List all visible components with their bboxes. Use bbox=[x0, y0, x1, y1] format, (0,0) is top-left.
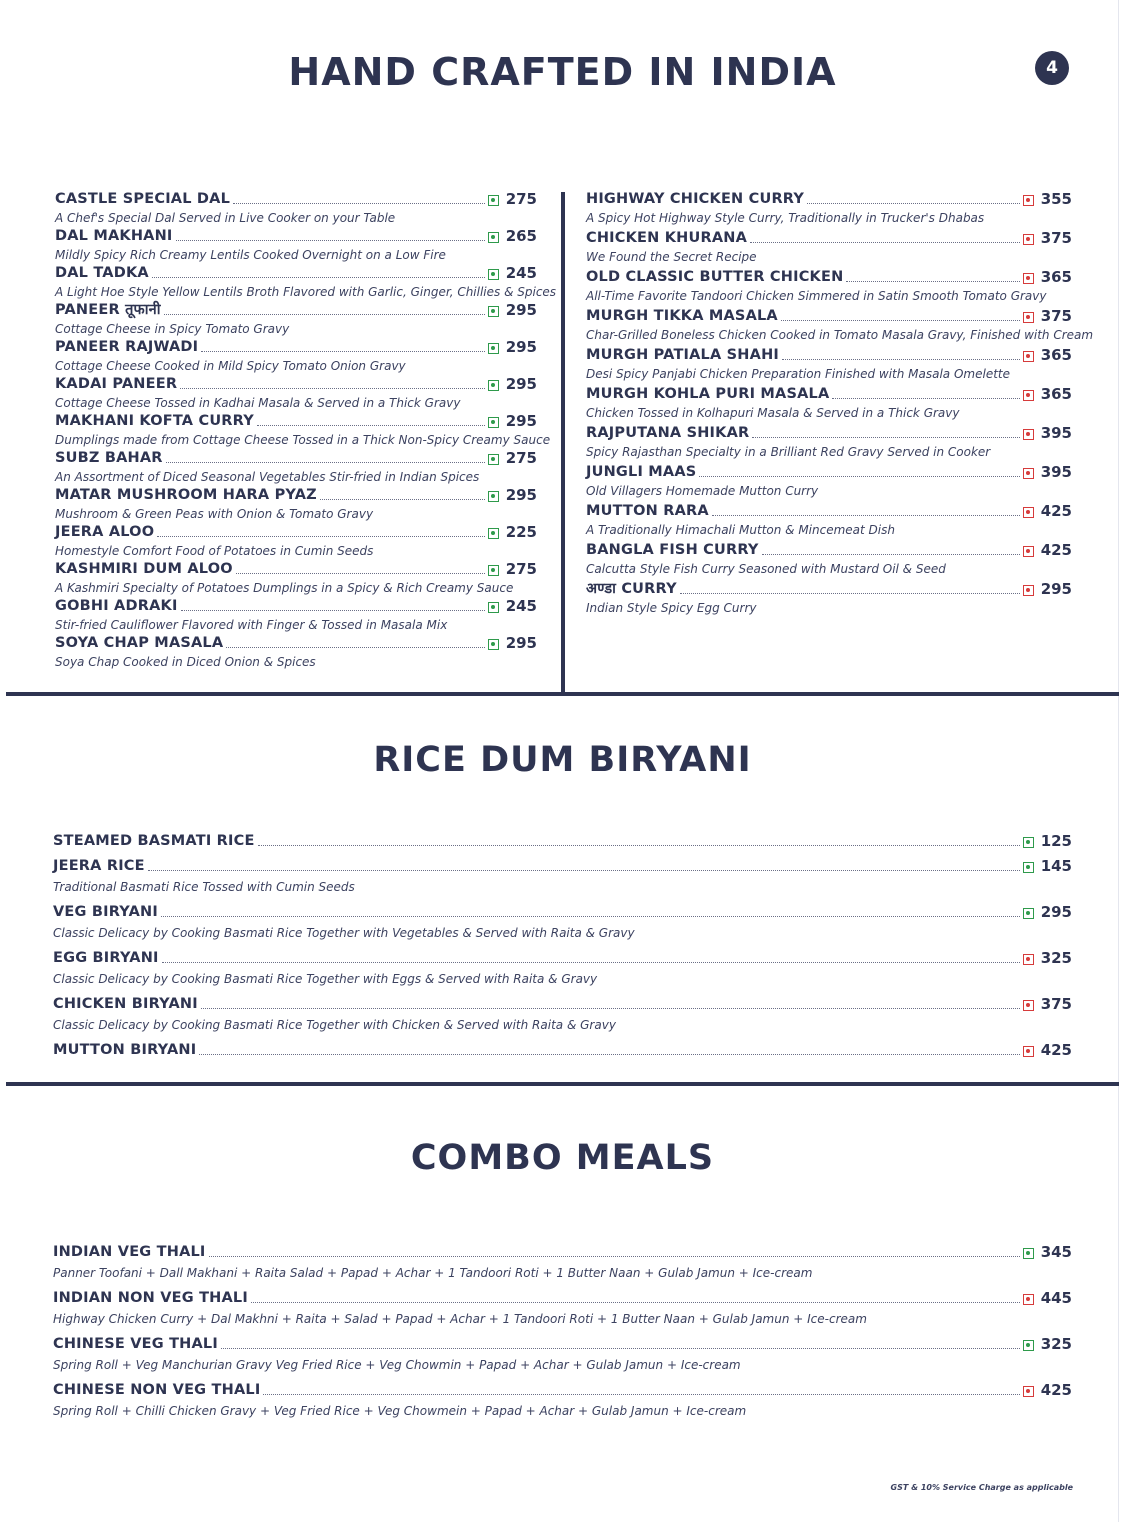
dot-leader bbox=[236, 573, 485, 574]
menu-item-row bbox=[55, 375, 537, 394]
dot-leader bbox=[181, 610, 485, 611]
dot-leader bbox=[750, 242, 1020, 243]
menu-item-price: 295 bbox=[505, 301, 537, 319]
menu-item-row bbox=[53, 1286, 1072, 1308]
menu-item-price: 275 bbox=[505, 449, 537, 467]
dot-leader bbox=[807, 203, 1020, 204]
menu-item-row bbox=[55, 449, 537, 468]
menu-item-price: 425 bbox=[1040, 502, 1072, 520]
menu-item-description: A Light Hoe Style Yellow Lentils Broth Flavored with Garlic, Ginger, Chillies & Spices bbox=[55, 285, 557, 299]
menu-item-description: Soya Chap Cooked in Diced Onion & Spices bbox=[55, 655, 316, 669]
menu-item bbox=[55, 523, 537, 560]
biryani-list bbox=[53, 829, 1072, 1063]
nonveg-symbol-icon bbox=[1023, 954, 1034, 965]
menu-item-name: INDIAN NON VEG THALI bbox=[53, 1290, 248, 1306]
menu-item bbox=[55, 412, 551, 449]
menu-item-price: 295 bbox=[1040, 580, 1072, 598]
menu-item-name: MURGH KOHLA PURI MASALA bbox=[586, 386, 830, 402]
menu-item-description: Spicy Rajasthan Specialty in a Brilliant Red Gravy Served in Cooker bbox=[586, 445, 991, 459]
nonveg-symbol-icon bbox=[1023, 468, 1034, 479]
nonveg-curry-column bbox=[586, 190, 1094, 619]
menu-item-row bbox=[55, 338, 537, 357]
menu-item-name: VEG BIRYANI bbox=[53, 904, 158, 920]
veg-symbol-icon bbox=[488, 306, 499, 317]
dot-leader bbox=[176, 240, 485, 241]
menu-item-price: 345 bbox=[1040, 1243, 1072, 1261]
menu-item-name: JEERA ALOO bbox=[55, 524, 155, 540]
veg-symbol-icon bbox=[488, 454, 499, 465]
dot-leader bbox=[162, 962, 1020, 963]
nonveg-symbol-icon bbox=[1023, 390, 1034, 401]
menu-item-name: GOBHI ADRAKI bbox=[55, 598, 178, 614]
menu-item-name: HIGHWAY CHICKEN CURRY bbox=[586, 191, 805, 207]
nonveg-symbol-icon bbox=[1023, 1000, 1034, 1011]
nonveg-symbol-icon bbox=[1023, 1386, 1034, 1397]
menu-item-row bbox=[586, 541, 1072, 560]
dot-leader bbox=[226, 647, 485, 648]
menu-item-name: MAKHANI KOFTA CURRY bbox=[55, 413, 254, 429]
menu-item-description: Homestyle Comfort Food of Potatoes in Cumin Seeds bbox=[55, 544, 374, 558]
menu-item bbox=[53, 992, 1072, 1034]
menu-item-price: 325 bbox=[1040, 1335, 1072, 1353]
menu-item-price: 365 bbox=[1040, 346, 1072, 364]
menu-item-row bbox=[55, 486, 537, 505]
menu-item bbox=[53, 946, 1072, 988]
menu-item bbox=[55, 486, 537, 523]
menu-item-row bbox=[586, 346, 1072, 365]
page-number-badge: 4 bbox=[1035, 51, 1069, 85]
menu-item-price: 275 bbox=[505, 190, 537, 208]
menu-item-price: 425 bbox=[1040, 541, 1072, 559]
menu-item-name: CHINESE NON VEG THALI bbox=[53, 1382, 261, 1398]
menu-item-price: 245 bbox=[505, 597, 537, 615]
veg-symbol-icon bbox=[1023, 837, 1034, 848]
menu-item bbox=[53, 854, 1072, 896]
menu-item-name: CHICKEN BIRYANI bbox=[53, 996, 198, 1012]
veg-curry-column bbox=[55, 190, 557, 671]
menu-item-description: Calcutta Style Fish Curry Seasoned with Mustard Oil & Seed bbox=[586, 562, 946, 576]
menu-item-description: Stir-fried Cauliflower Flavored with Finger & Tossed in Masala Mix bbox=[55, 618, 448, 632]
menu-item-name: MUTTON BIRYANI bbox=[53, 1042, 197, 1058]
menu-item-price: 295 bbox=[505, 486, 537, 504]
nonveg-symbol-icon bbox=[1023, 1046, 1034, 1057]
menu-item-description: Cottage Cheese Cooked in Mild Spicy Tomato Onion Gravy bbox=[55, 359, 406, 373]
menu-item-name: MURGH PATIALA SHAHI bbox=[586, 347, 779, 363]
menu-item-name: RAJPUTANA SHIKAR bbox=[586, 425, 750, 441]
menu-item bbox=[55, 338, 537, 375]
menu-item-price: 425 bbox=[1040, 1381, 1072, 1399]
menu-item bbox=[586, 346, 1072, 385]
dot-leader bbox=[233, 203, 485, 204]
menu-item bbox=[53, 900, 1072, 942]
dot-leader bbox=[320, 499, 485, 500]
menu-item bbox=[586, 190, 1072, 229]
dot-leader bbox=[781, 320, 1020, 321]
veg-symbol-icon bbox=[488, 491, 499, 502]
dot-leader bbox=[258, 845, 1020, 846]
page-title: HAND CRAFTED IN INDIA bbox=[288, 50, 837, 94]
menu-item-row bbox=[55, 560, 537, 579]
menu-item-name: CHICKEN KHURANA bbox=[586, 230, 748, 246]
menu-item-name: OLD CLASSIC BUTTER CHICKEN bbox=[586, 269, 844, 285]
menu-item-price: 145 bbox=[1040, 857, 1072, 875]
menu-item-description: Spring Roll + Chilli Chicken Gravy + Veg Fried Rice + Veg Chowmein + Papad + Achar + Gulab Jamun + Ice-cream bbox=[53, 1404, 747, 1418]
menu-item-name: PANEER RAJWADI bbox=[55, 339, 199, 355]
menu-item bbox=[53, 829, 1072, 851]
service-charge-footnote: GST & 10% Service Charge as applicable bbox=[890, 1483, 1073, 1492]
menu-item-name: JUNGLI MAAS bbox=[586, 464, 697, 480]
menu-item-price: 225 bbox=[505, 523, 537, 541]
menu-item-price: 425 bbox=[1040, 1041, 1072, 1059]
menu-item-description: Char-Grilled Boneless Chicken Cooked in Tomato Masala Gravy, Finished with Cream bbox=[586, 328, 1094, 342]
menu-item bbox=[55, 560, 537, 597]
menu-item bbox=[586, 580, 1072, 619]
menu-item bbox=[53, 1286, 1072, 1328]
menu-item-price: 375 bbox=[1040, 995, 1072, 1013]
menu-item-description: Classic Delicacy by Cooking Basmati Rice Together with Chicken & Served with Raita & Gravy bbox=[53, 1018, 616, 1032]
section-divider bbox=[6, 692, 1119, 696]
menu-item-row bbox=[55, 190, 537, 209]
menu-item-price: 365 bbox=[1040, 268, 1072, 286]
menu-item-description: Cottage Cheese in Spicy Tomato Gravy bbox=[55, 322, 290, 336]
menu-item-description: Classic Delicacy by Cooking Basmati Rice Together with Eggs & Served with Raita & Gravy bbox=[53, 972, 598, 986]
menu-item-price: 355 bbox=[1040, 190, 1072, 208]
menu-item-row bbox=[586, 424, 1072, 443]
menu-item bbox=[53, 1038, 1072, 1060]
dot-leader bbox=[201, 351, 485, 352]
menu-item-name: DAL TADKA bbox=[55, 265, 149, 281]
veg-symbol-icon bbox=[1023, 908, 1034, 919]
veg-symbol-icon bbox=[488, 528, 499, 539]
veg-symbol-icon bbox=[1023, 862, 1034, 873]
menu-item-row bbox=[53, 1378, 1072, 1400]
nonveg-symbol-icon bbox=[1023, 351, 1034, 362]
menu-item-row bbox=[586, 502, 1072, 521]
menu-item-name: MUTTON RARA bbox=[586, 503, 709, 519]
dot-leader bbox=[148, 870, 1020, 871]
veg-symbol-icon bbox=[488, 195, 499, 206]
menu-item-description: Chicken Tossed in Kolhapuri Masala & Served in a Thick Gravy bbox=[586, 406, 960, 420]
menu-item-name: अण्डा CURRY bbox=[586, 581, 677, 597]
nonveg-symbol-icon bbox=[1023, 429, 1034, 440]
veg-symbol-icon bbox=[488, 639, 499, 650]
menu-item-name: MATAR MUSHROOM HARA PYAZ bbox=[55, 487, 317, 503]
menu-item bbox=[55, 227, 537, 264]
menu-item-description: Traditional Basmati Rice Tossed with Cumin Seeds bbox=[53, 880, 355, 894]
menu-item-description: Indian Style Spicy Egg Curry bbox=[586, 601, 757, 615]
menu-item-price: 245 bbox=[505, 264, 537, 282]
menu-item bbox=[55, 375, 537, 412]
dot-leader bbox=[152, 277, 485, 278]
menu-item bbox=[586, 268, 1072, 307]
menu-item-description: We Found the Secret Recipe bbox=[586, 250, 757, 264]
combo-list bbox=[53, 1240, 1072, 1424]
menu-item-name: CHINESE VEG THALI bbox=[53, 1336, 218, 1352]
nonveg-symbol-icon bbox=[1023, 273, 1034, 284]
dot-leader bbox=[164, 314, 485, 315]
dot-leader bbox=[712, 515, 1020, 516]
menu-item-price: 325 bbox=[1040, 949, 1072, 967]
dot-leader bbox=[846, 281, 1020, 282]
menu-item-row bbox=[586, 190, 1072, 209]
menu-item-price: 395 bbox=[1040, 424, 1072, 442]
menu-item-row bbox=[55, 227, 537, 246]
veg-symbol-icon bbox=[488, 417, 499, 428]
menu-item-row bbox=[53, 992, 1072, 1014]
menu-item-name: DAL MAKHANI bbox=[55, 228, 173, 244]
menu-item-name: KASHMIRI DUM ALOO bbox=[55, 561, 233, 577]
menu-item-row bbox=[586, 229, 1072, 248]
veg-symbol-icon bbox=[488, 269, 499, 280]
menu-item-price: 395 bbox=[1040, 463, 1072, 481]
menu-item-price: 445 bbox=[1040, 1289, 1072, 1307]
dot-leader bbox=[251, 1302, 1020, 1303]
nonveg-symbol-icon bbox=[1023, 1294, 1034, 1305]
menu-item-name: KADAI PANEER bbox=[55, 376, 178, 392]
menu-item-description: Panner Toofani + Dall Makhani + Raita Salad + Papad + Achar + 1 Tandoori Roti + 1 Butter Naan + Gulab Jamun + Ice-cream bbox=[53, 1266, 813, 1280]
nonveg-symbol-icon bbox=[1023, 312, 1034, 323]
veg-symbol-icon bbox=[488, 232, 499, 243]
menu-item bbox=[55, 634, 537, 671]
dot-leader bbox=[263, 1394, 1020, 1395]
menu-item-price: 375 bbox=[1040, 229, 1072, 247]
menu-item-price: 375 bbox=[1040, 307, 1072, 325]
section-divider bbox=[6, 1082, 1119, 1086]
menu-item-price: 295 bbox=[505, 634, 537, 652]
menu-item-description: Desi Spicy Panjabi Chicken Preparation Finished with Masala Omelette bbox=[586, 367, 1010, 381]
menu-item-row bbox=[55, 523, 537, 542]
dot-leader bbox=[199, 1054, 1020, 1055]
menu-item-name: SUBZ BAHAR bbox=[55, 450, 163, 466]
menu-item-description: All-Time Favorite Tandoori Chicken Simmered in Satin Smooth Tomato Gravy bbox=[586, 289, 1047, 303]
dot-leader bbox=[201, 1008, 1020, 1009]
menu-item-row bbox=[586, 385, 1072, 404]
menu-item-row bbox=[586, 268, 1072, 287]
dot-leader bbox=[257, 425, 485, 426]
menu-item bbox=[53, 1240, 1072, 1282]
veg-symbol-icon bbox=[488, 602, 499, 613]
dot-leader bbox=[161, 916, 1020, 917]
nonveg-symbol-icon bbox=[1023, 195, 1034, 206]
menu-item-description: Dumplings made from Cottage Cheese Tossed in a Thick Non-Spicy Creamy Sauce bbox=[55, 433, 551, 447]
menu-item-row bbox=[53, 946, 1072, 968]
menu-item-description: Mildly Spicy Rich Creamy Lentils Cooked Overnight on a Low Fire bbox=[55, 248, 446, 262]
column-divider bbox=[561, 192, 565, 694]
menu-item-row bbox=[586, 580, 1072, 599]
dot-leader bbox=[166, 462, 485, 463]
nonveg-symbol-icon bbox=[1023, 546, 1034, 557]
dot-leader bbox=[762, 554, 1020, 555]
menu-item-description: Old Villagers Homemade Mutton Curry bbox=[586, 484, 819, 498]
veg-symbol-icon bbox=[1023, 1248, 1034, 1259]
dot-leader bbox=[157, 536, 485, 537]
veg-symbol-icon bbox=[1023, 1340, 1034, 1351]
dot-leader bbox=[782, 359, 1020, 360]
menu-item-price: 295 bbox=[505, 338, 537, 356]
dot-leader bbox=[209, 1256, 1020, 1257]
menu-item-description: An Assortment of Diced Seasonal Vegetables Stir-fried in Indian Spices bbox=[55, 470, 480, 484]
menu-item-row bbox=[586, 307, 1072, 326]
menu-item-row bbox=[55, 264, 537, 283]
menu-item-description: A Kashmiri Specialty of Potatoes Dumplings in a Spicy & Rich Creamy Sauce bbox=[55, 581, 514, 595]
veg-symbol-icon bbox=[488, 343, 499, 354]
menu-item-price: 295 bbox=[505, 375, 537, 393]
nonveg-symbol-icon bbox=[1023, 234, 1034, 245]
menu-item bbox=[586, 502, 1072, 541]
menu-item-description: Spring Roll + Veg Manchurian Gravy Veg Fried Rice + Veg Chowmin + Papad + Achar + Gulab Jamun + Ice-cream bbox=[53, 1358, 741, 1372]
menu-item-row bbox=[55, 301, 537, 320]
biryani-section-title: RICE DUM BIRYANI bbox=[373, 740, 752, 780]
menu-item-name: BANGLA FISH CURRY bbox=[586, 542, 759, 558]
menu-item-name: CASTLE SPECIAL DAL bbox=[55, 191, 231, 207]
menu-item-row bbox=[53, 1332, 1072, 1354]
menu-item-row bbox=[55, 634, 537, 653]
menu-item-name: SOYA CHAP MASALA bbox=[55, 635, 224, 651]
menu-item-description: A Chef's Special Dal Served in Live Cooker on your Table bbox=[55, 211, 396, 225]
menu-item bbox=[586, 463, 1072, 502]
menu-item bbox=[53, 1332, 1072, 1374]
menu-item-price: 275 bbox=[505, 560, 537, 578]
menu-item-row bbox=[55, 412, 537, 431]
menu-item-price: 265 bbox=[505, 227, 537, 245]
dot-leader bbox=[180, 388, 485, 389]
menu-item bbox=[55, 449, 537, 486]
menu-item-name: EGG BIRYANI bbox=[53, 950, 159, 966]
dot-leader bbox=[699, 476, 1020, 477]
dot-leader bbox=[832, 398, 1020, 399]
menu-item bbox=[586, 385, 1072, 424]
menu-item-name: STEAMED BASMATI RICE bbox=[53, 833, 255, 849]
menu-item-price: 125 bbox=[1040, 832, 1072, 850]
menu-item-price: 295 bbox=[1040, 903, 1072, 921]
menu-item bbox=[586, 541, 1072, 580]
menu-item bbox=[586, 424, 1072, 463]
menu-item-row bbox=[53, 900, 1072, 922]
veg-symbol-icon bbox=[488, 380, 499, 391]
menu-item bbox=[586, 229, 1072, 268]
menu-item-description: A Spicy Hot Highway Style Curry, Traditionally in Trucker's Dhabas bbox=[586, 211, 985, 225]
menu-item-row bbox=[53, 854, 1072, 876]
menu-item-row bbox=[53, 1240, 1072, 1262]
menu-item-row bbox=[53, 1038, 1072, 1060]
menu-item bbox=[53, 1378, 1072, 1420]
menu-item bbox=[55, 597, 537, 634]
menu-item-description: Mushroom & Green Peas with Onion & Tomato Gravy bbox=[55, 507, 374, 521]
veg-symbol-icon bbox=[488, 565, 499, 576]
menu-item-name: INDIAN VEG THALI bbox=[53, 1244, 206, 1260]
menu-item-row bbox=[55, 597, 537, 616]
menu-item bbox=[586, 307, 1094, 346]
combo-section-title: COMBO MEALS bbox=[410, 1138, 715, 1178]
menu-item-row bbox=[586, 463, 1072, 482]
menu-item-description: Highway Chicken Curry + Dal Makhni + Raita + Salad + Papad + Achar + 1 Tandoori Roti + 1 Butter Naan + Gulab Jamun + Ice-cream bbox=[53, 1312, 867, 1326]
menu-item-price: 365 bbox=[1040, 385, 1072, 403]
menu-item-description: Classic Delicacy by Cooking Basmati Rice Together with Vegetables & Served with Raita & Gravy bbox=[53, 926, 635, 940]
menu-item-description: Cottage Cheese Tossed in Kadhai Masala & Served in a Thick Gravy bbox=[55, 396, 461, 410]
menu-item-description: A Traditionally Himachali Mutton & Mincemeat Dish bbox=[586, 523, 895, 537]
menu-item bbox=[55, 301, 537, 338]
menu-item bbox=[55, 190, 537, 227]
dot-leader bbox=[680, 593, 1020, 594]
nonveg-symbol-icon bbox=[1023, 585, 1034, 596]
nonveg-symbol-icon bbox=[1023, 507, 1034, 518]
menu-item-row bbox=[53, 829, 1072, 851]
dot-leader bbox=[221, 1348, 1020, 1349]
menu-item-name: PANEER तूफानी bbox=[55, 302, 161, 318]
menu-item-price: 295 bbox=[505, 412, 537, 430]
menu-item-name: MURGH TIKKA MASALA bbox=[586, 308, 778, 324]
dot-leader bbox=[752, 437, 1020, 438]
menu-item bbox=[55, 264, 557, 301]
menu-item-name: JEERA RICE bbox=[53, 858, 145, 874]
